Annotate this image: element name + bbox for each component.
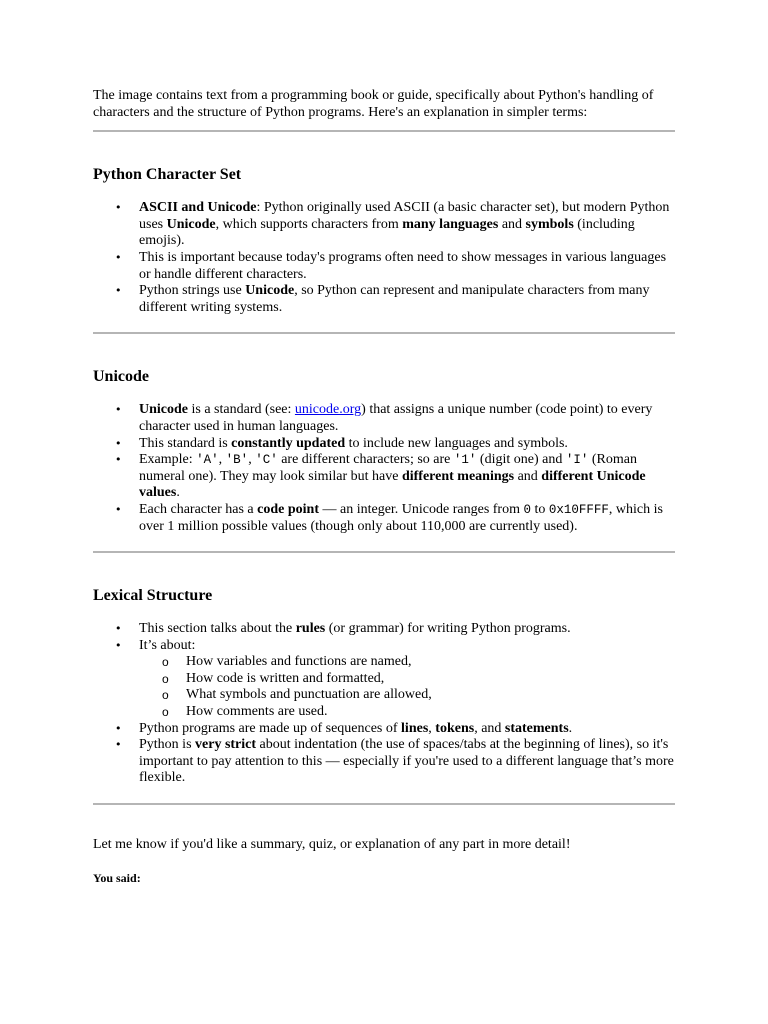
sub-list-item: o What symbols and punctuation are allowed, [186,687,675,704]
list-item: • Python programs are made up of sequences of lines, tokens, and statements. [139,721,675,738]
list-item: • This standard is constantly updated to include new languages and symbols. [139,436,675,453]
list-item: • Python is very strict about indentation (the use of spaces/tabs at the beginning of lines), so it's important to pay attention to this — especially if you're used to a different language that’s more flexible. [139,737,675,787]
divider-2 [93,332,675,334]
unicode-org-link[interactable]: unicode.org [294,402,362,418]
sub-list-item: o How code is written and formatted, [186,671,675,688]
character-set-list [93,200,675,316]
document-body [93,88,675,886]
sub-list-item: o How comments are used. [186,704,675,721]
sub-list-item: o How variables and functions are named, [186,654,675,671]
list-item: • Unicode is a standard (see: unicode.org) that assigns a unique number (code point) to every character used in human languages. [139,402,675,435]
divider-3 [93,551,675,553]
lexical-structure-list [93,621,675,787]
intro-paragraph: The image contains text from a programming book or guide, specifically about Python's handling of characters and the structure of Python programs. Here's an explanation in simpler terms: [93,88,654,120]
list-item: • Python strings use Unicode, so Python can represent and manipulate characters from many different writing systems. [139,283,675,316]
list-item: • Example: 'A', 'B', 'C' are different characters; so are '1' (digit one) and 'I' (Roman numeral one). They may look similar but have different meanings and different Unicode values. [139,452,675,502]
divider-4 [93,803,675,805]
section-title-unicode: Unicode [93,368,149,386]
list-item: • It’s about: o How variables and functions are named, o How code is written and formatted, o What symbols and punctuation are allowed, o How comments are used. [139,638,675,721]
divider-1 [93,130,675,132]
closing-paragraph: Let me know if you'd like a summary, quiz, or explanation of any part in more detail! [93,837,571,853]
list-item: • This is important because today's programs often need to show messages in various languages or handle different characters. [139,250,675,283]
list-item: • This section talks about the rules (or grammar) for writing Python programs. [139,621,675,638]
list-item: • ASCII and Unicode: Python originally used ASCII (a basic character set), but modern Python uses Unicode, which supports characters from many languages and symbols (including emojis). [139,200,675,250]
section-title-lexical-structure: Lexical Structure [93,587,213,605]
section-title-character-set: Python Character Set [93,166,242,184]
unicode-list [93,402,675,535]
list-item: • Each character has a code point — an integer. Unicode ranges from 0 to 0x10FFFF, which is over 1 million possible values (though only about 110,000 are currently used). [139,502,675,535]
you-said-label: You said: [93,870,141,885]
lexical-sub-list [139,654,675,720]
